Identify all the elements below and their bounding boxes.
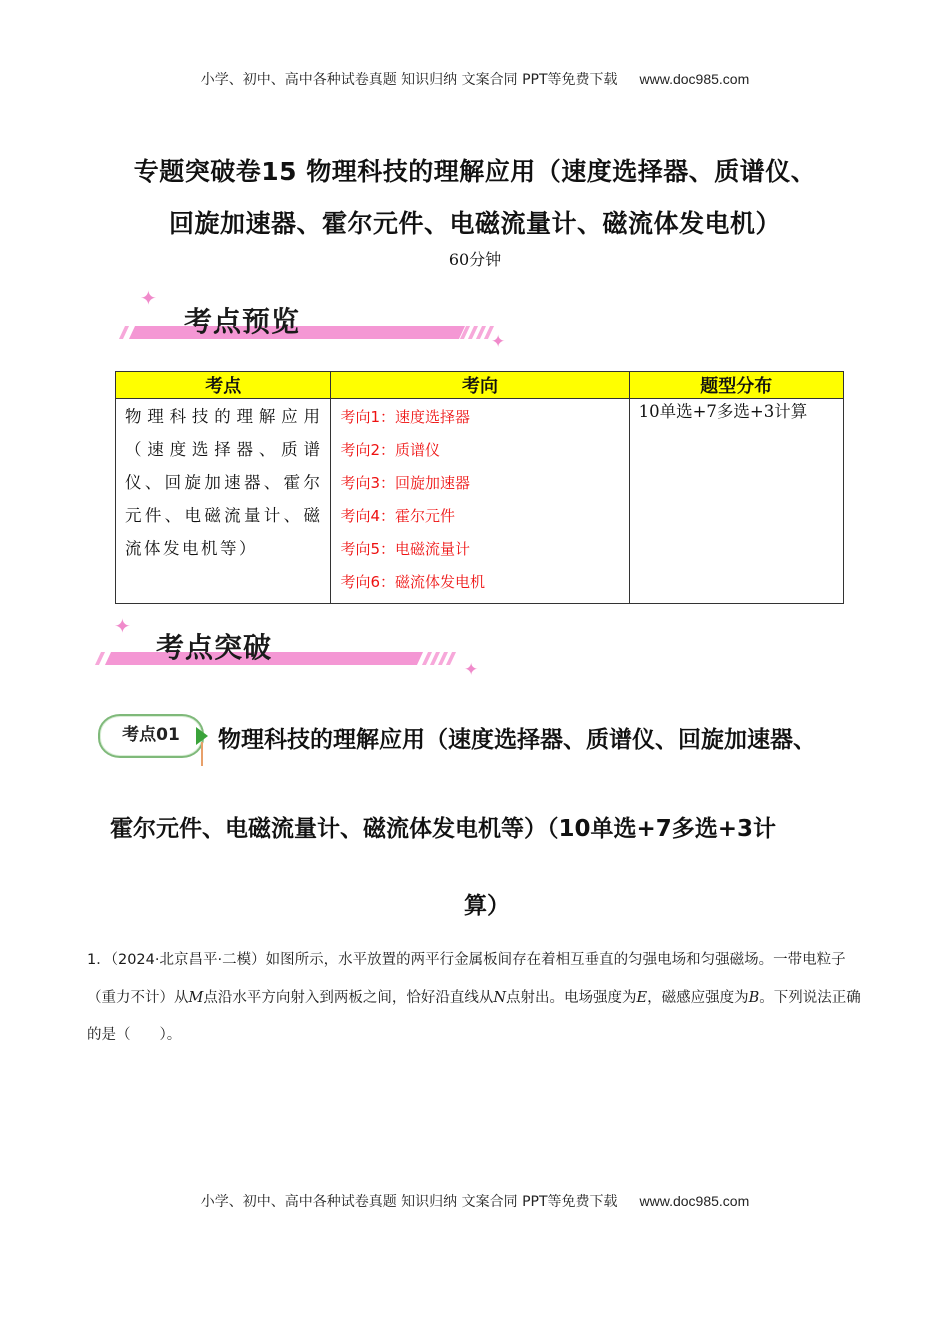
preview-banner-label: 考点预览 xyxy=(184,305,301,338)
question-text: 点沿水平方向射入到两板之间，恰好沿直线从 xyxy=(203,989,494,1006)
question-source: （2024·北京昌平·二模） xyxy=(110,952,266,968)
footer-url[interactable]: www.doc985.com xyxy=(639,1193,750,1209)
section-heading-line2: 霍尔元件、电磁流量计、磁流体发电机等）（10单选+7多选+3计 xyxy=(110,816,777,842)
banner-stripe xyxy=(119,326,129,339)
breakthrough-banner xyxy=(92,612,492,682)
direction-item: 考向3：回旋加速器 xyxy=(340,474,471,492)
direction-cell xyxy=(331,399,629,604)
section-heading-line3: 算） xyxy=(464,893,510,919)
sparkle-icon: ✦ xyxy=(464,660,479,680)
overview-table xyxy=(115,371,844,604)
badge-divider xyxy=(201,742,203,766)
topic-badge xyxy=(98,714,204,758)
question-number: 1． xyxy=(87,952,111,968)
distribution-text: 10单选+7多选+3计算 xyxy=(638,402,808,421)
breakthrough-banner-label: 考点突破 xyxy=(156,631,273,664)
table-row xyxy=(116,399,844,604)
banner-stripe xyxy=(446,652,456,665)
header-url[interactable]: www.doc985.com xyxy=(639,71,750,87)
variable-n: N xyxy=(493,989,507,1006)
distribution-cell xyxy=(629,399,843,604)
variable-e: E xyxy=(636,989,648,1006)
footer-text: 小学、初中、高中各种试卷真题 知识归纳 文案合同 PPT等免费下载 xyxy=(200,1194,618,1210)
document-title-line2: 回旋加速器、霍尔元件、电磁流量计、磁流体发电机） xyxy=(168,209,781,238)
sparkle-icon: ✦ xyxy=(491,332,506,352)
direction-item: 考向1：速度选择器 xyxy=(340,408,471,426)
question-text: 如图所示，水平放置的两平行金属板间存在着相互垂直的匀强电场和匀强磁场。一带电粒子（重力不计）从 xyxy=(87,952,846,1006)
sparkle-icon: ✦ xyxy=(114,614,131,638)
header-topic: 考点 xyxy=(116,372,331,399)
preview-banner xyxy=(118,288,518,358)
topic-badge-label: 考点01 xyxy=(122,725,180,745)
topic-cell xyxy=(116,399,331,604)
page-footer xyxy=(0,1191,950,1211)
header-text: 小学、初中、高中各种试卷真题 知识归纳 文案合同 PPT等免费下载 xyxy=(200,72,618,88)
direction-item: 考向5：电磁流量计 xyxy=(340,540,471,558)
header-direction: 考向 xyxy=(331,372,629,399)
header-distribution: 题型分布 xyxy=(629,372,843,399)
page-header xyxy=(0,69,950,89)
direction-item: 考向4：霍尔元件 xyxy=(340,507,456,525)
question-text: 点射出。电场强度为 xyxy=(506,989,637,1006)
variable-b: B xyxy=(748,989,760,1006)
direction-item: 考向6：磁流体发电机 xyxy=(340,573,486,591)
direction-list xyxy=(331,399,628,603)
section-heading-line1: 物理科技的理解应用（速度选择器、质谱仪、回旋加速器、 xyxy=(218,727,816,753)
document-title-line1: 专题突破卷15 物理科技的理解应用（速度选择器、质谱仪、 xyxy=(133,157,817,186)
exam-duration: 60分钟 xyxy=(448,250,502,269)
banner-stripe xyxy=(95,652,105,665)
question-1 xyxy=(87,942,872,1055)
question-text: 。下列说法正确的是（ ）。 xyxy=(87,989,861,1043)
variable-m: M xyxy=(188,989,204,1006)
direction-item: 考向2：质谱仪 xyxy=(340,441,441,459)
sparkle-icon: ✦ xyxy=(140,286,157,310)
topic-text: 物理科技的理解应用（速度选择器、质谱仪、回旋加速器、霍尔元件、电磁流量计、磁流体发电机等） xyxy=(125,407,323,558)
question-text: ，磁感应强度为 xyxy=(647,989,749,1006)
